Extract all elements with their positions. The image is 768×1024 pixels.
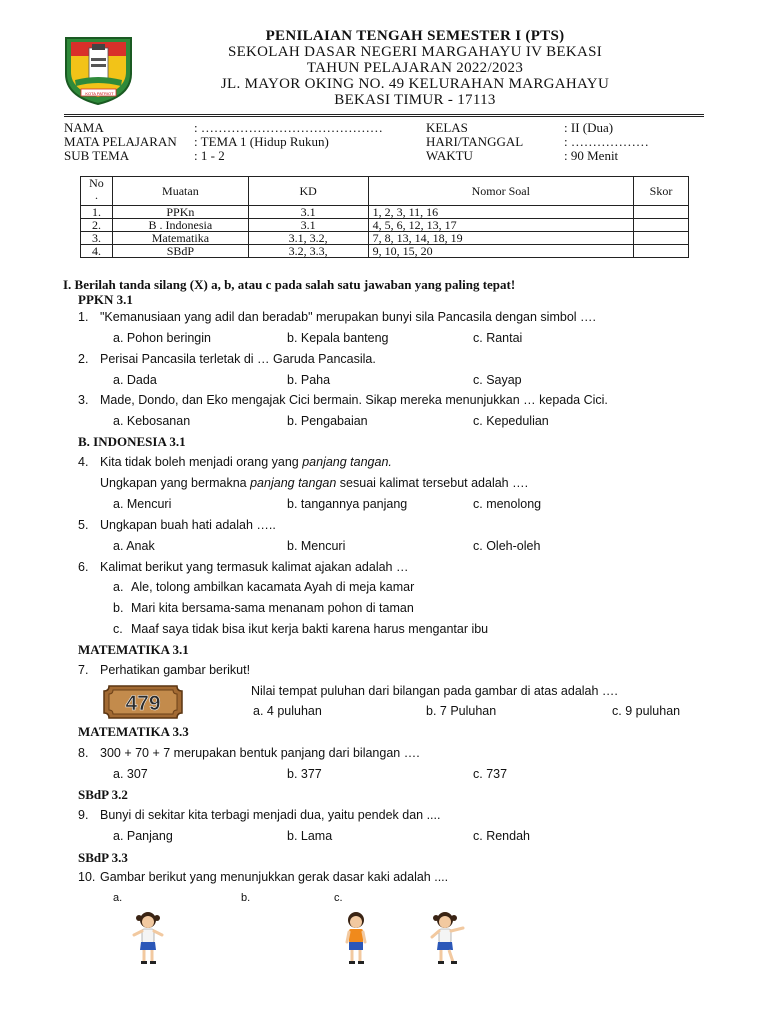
kelas-value: : II (Dua)	[564, 120, 614, 135]
cell-kd: 3.1	[248, 219, 368, 232]
school-logo	[61, 34, 136, 106]
question-5: 5. Ungkapan buah hati adalah …..	[78, 518, 276, 532]
q10-option-b[interactable]: b.	[241, 892, 251, 904]
q6-option-b[interactable]: b. Mari kita bersama-sama menanam pohon di taman	[113, 601, 414, 615]
q5-option-b[interactable]: b. Mencuri	[287, 539, 346, 553]
q4-option-a[interactable]: a. Mencuri	[113, 497, 172, 511]
col-kd: KD	[248, 177, 368, 206]
hari-field[interactable]: : ………………	[564, 134, 649, 149]
q2-option-c[interactable]: c. Sayap	[473, 373, 522, 387]
section-ppkn: PPKN 3.1	[78, 292, 133, 307]
col-muatan: Muatan	[112, 177, 248, 206]
hari-label: HARI/TANGGAL	[426, 134, 524, 149]
waktu-label: WAKTU	[426, 148, 473, 163]
cell-nomor: 9, 10, 15, 20	[368, 245, 633, 258]
sign-number: 479	[125, 692, 161, 715]
cell-kd: 3.2, 3.3,	[248, 245, 368, 258]
q7-option-c[interactable]: c. 9 puluhan	[612, 704, 681, 718]
waktu-value: : 90 Menit	[564, 148, 619, 163]
table-row	[81, 219, 689, 232]
q8-option-c[interactable]: c. 737	[473, 767, 508, 781]
q9-option-a[interactable]: a. Panjang	[113, 829, 173, 843]
q3-option-c[interactable]: c. Kepedulian	[473, 414, 549, 428]
q3-option-b[interactable]: b. Pengabaian	[287, 414, 368, 428]
cell-no: 4.	[81, 245, 113, 258]
q2-option-a[interactable]: a. Dada	[113, 373, 157, 387]
q4-option-c[interactable]: c. menolong	[473, 497, 542, 511]
question-2: 2. Perisai Pancasila terletak di … Garuda Pancasila.	[78, 352, 376, 366]
question-4: 4. Kita tidak boleh menjadi orang yang panjang tangan.	[78, 455, 392, 469]
col-nomor-soal: Nomor Soal	[368, 177, 633, 206]
mapel-value: : TEMA 1 (Hidup Rukun)	[194, 134, 329, 149]
nama-field[interactable]: : ……………………………………	[194, 120, 383, 135]
question-7-text: Nilai tempat puluhan dari bilangan pada gambar di atas adalah ….	[251, 684, 618, 698]
school-year: TAHUN PELAJARAN 2022/2023	[306, 60, 524, 76]
header-rule	[64, 114, 704, 117]
cell-nomor: 4, 5, 6, 12, 13, 17	[368, 219, 633, 232]
cell-muatan: PPKn	[112, 206, 248, 219]
section-mat33: MATEMATIKA 3.3	[78, 724, 189, 739]
section-mat31: MATEMATIKA 3.1	[78, 642, 189, 657]
question-9: 9. Bunyi di sekitar kita terbagi menjadi dua, yaitu pendek dan ....	[78, 808, 441, 822]
cell-no: 1.	[81, 206, 113, 219]
q8-option-a[interactable]: a. 307	[113, 767, 148, 781]
section-sbdp33: SBdP 3.3	[78, 850, 128, 865]
cell-muatan: B . Indonesia	[112, 219, 248, 232]
q8-option-b[interactable]: b. 377	[287, 767, 322, 781]
cell-skor[interactable]	[634, 206, 689, 219]
cell-no: 3.	[81, 232, 113, 245]
girl-pose-a-image[interactable]	[128, 910, 168, 971]
kelas-label: KELAS	[426, 120, 468, 135]
section-sbdp32: SBdP 3.2	[78, 787, 128, 802]
muatan-table	[80, 176, 689, 258]
mapel-label: MATA PELAJARAN	[64, 134, 177, 149]
q1-option-b[interactable]: b. Kepala banteng	[287, 331, 389, 345]
q9-option-b[interactable]: b. Lama	[287, 829, 333, 843]
q10-option-c[interactable]: c.	[334, 892, 343, 904]
cell-kd: 3.1	[248, 206, 368, 219]
q10-option-a[interactable]: a.	[113, 892, 123, 904]
question-10: 10. Gambar berikut yang menunjukkan gerak dasar kaki adalah ....	[78, 870, 449, 884]
subtema-label: SUB TEMA	[64, 148, 130, 163]
question-4-line2: Ungkapan yang bermakna panjang tangan sesuai kalimat tersebut adalah ….	[100, 476, 529, 490]
question-8: 8. 300 + 70 + 7 merupakan bentuk panjang dari bilangan ….	[78, 746, 420, 760]
q5-option-c[interactable]: c. Oleh-oleh	[473, 539, 541, 553]
cell-muatan: Matematika	[112, 232, 248, 245]
q3-option-a[interactable]: a. Kebosanan	[113, 414, 191, 428]
girl-pose-c-image[interactable]	[425, 910, 469, 971]
cell-muatan: SBdP	[112, 245, 248, 258]
q7-option-b[interactable]: b. 7 Puluhan	[426, 704, 497, 718]
school-address: JL. MAYOR OKING NO. 49 KELURAHAN MARGAHAYU	[220, 76, 610, 92]
q4-option-b[interactable]: b. tangannya panjang	[287, 497, 408, 511]
q9-option-c[interactable]: c. Rendah	[473, 829, 530, 843]
school-city: BEKASI TIMUR - 17113	[334, 92, 496, 108]
instruction: I. Berilah tanda silang (X) a, b, atau c pada salah satu jawaban yang paling tepat!	[63, 277, 516, 292]
col-skor: Skor	[634, 177, 689, 206]
question-6: 6. Kalimat berikut yang termasuk kalimat ajakan adalah …	[78, 560, 409, 574]
q6-option-a[interactable]: a. Ale, tolong ambilkan kacamata Ayah di meja kamar	[113, 580, 415, 594]
q6-option-c[interactable]: c. Maaf saya tidak bisa ikut kerja bakti karena harus mengantar ibu	[113, 622, 489, 636]
question-7: 7. Perhatikan gambar berikut!	[78, 663, 251, 677]
table-row	[81, 206, 689, 219]
school-name: SEKOLAH DASAR NEGERI MARGAHAYU IV BEKASI	[227, 44, 603, 60]
cell-no: 2.	[81, 219, 113, 232]
question-3: 3. Made, Dondo, dan Eko mengajak Cici bermain. Sikap mereka menunjukkan … kepada Cici.	[78, 393, 608, 407]
cell-kd: 3.1, 3.2,	[248, 232, 368, 245]
table-header-row	[81, 177, 689, 206]
table-row	[81, 232, 689, 245]
cell-skor[interactable]	[634, 219, 689, 232]
wooden-number-sign	[103, 685, 183, 719]
section-bindo: B. INDONESIA 3.1	[78, 434, 186, 449]
question-1: 1. "Kemanusiaan yang adil dan beradab" merupakan bunyi sila Pancasila dengan simbol ….	[78, 310, 596, 324]
cell-skor[interactable]	[634, 245, 689, 258]
subtema-value: : 1 - 2	[194, 148, 225, 163]
q2-option-b[interactable]: b. Paha	[287, 373, 331, 387]
q1-option-a[interactable]: a. Pohon beringin	[113, 331, 211, 345]
exam-title: PENILAIAN TENGAH SEMESTER I (PTS)	[265, 28, 565, 44]
q5-option-a[interactable]: a. Anak	[113, 539, 155, 553]
q1-option-c[interactable]: c. Rantai	[473, 331, 523, 345]
q7-option-a[interactable]: a. 4 puluhan	[253, 704, 322, 718]
table-row	[81, 245, 689, 258]
logo-text: KOTA PATRIOT	[85, 91, 114, 96]
cell-skor[interactable]	[634, 232, 689, 245]
cell-nomor: 7, 8, 13, 14, 18, 19	[368, 232, 633, 245]
nama-label: NAMA	[64, 120, 104, 135]
boy-pose-b-image[interactable]	[336, 910, 376, 971]
col-no: No .	[81, 177, 113, 206]
cell-nomor: 1, 2, 3, 11, 16	[368, 206, 633, 219]
